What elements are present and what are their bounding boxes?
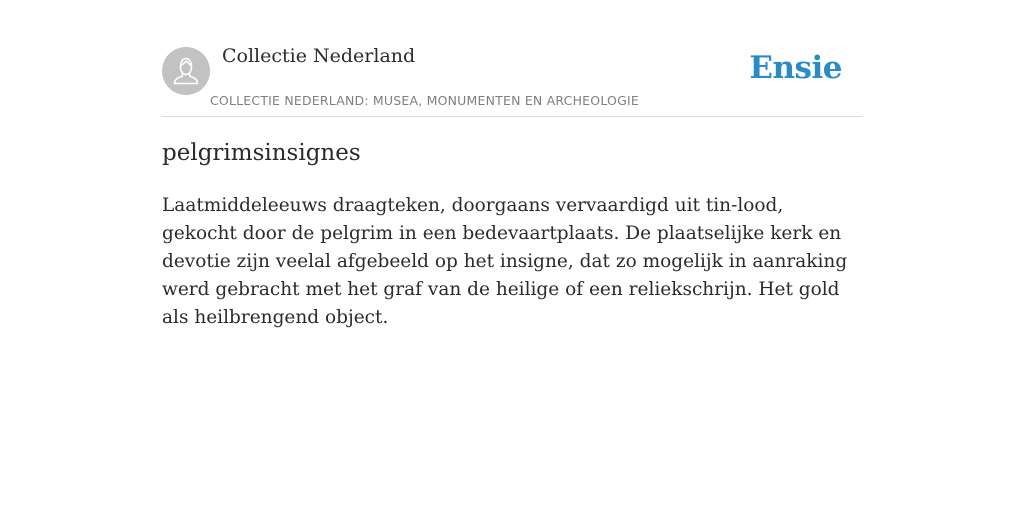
- author-name[interactable]: Collectie Nederland: [222, 45, 416, 67]
- user-silhouette-icon: [162, 47, 210, 95]
- author-avatar[interactable]: [162, 47, 210, 95]
- entry-definition: Laatmiddeleeuws draagteken, doorgaans vervaardigd uit tin-lood, gekocht door de pelgrim in een bedevaartplaats. De plaatselijke kerk en devotie zijn veelal afgebeeld op het insigne, dat zo mogelijk in aanraking werd gebracht met het graf van de heilige of een reliekschrijn. Het gold als heilbrengend object.: [162, 195, 848, 328]
- entry-term: pelgrimsinsignes: [162, 140, 361, 166]
- brand-logo[interactable]: Ensie: [749, 50, 842, 86]
- entry-header: [162, 0, 862, 117]
- publisher-label[interactable]: COLLECTIE NEDERLAND: MUSEA, MONUMENTEN EN ARCHEOLOGIE: [210, 93, 639, 108]
